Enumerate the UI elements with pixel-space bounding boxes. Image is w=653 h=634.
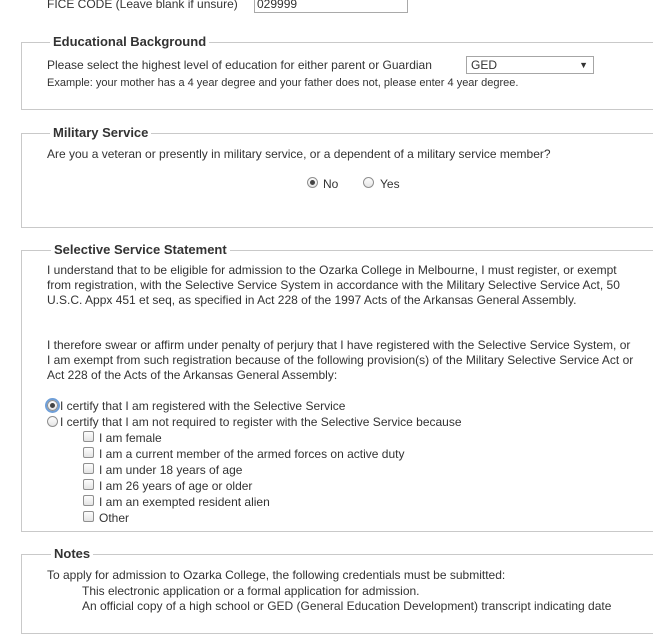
notes-intro: To apply for admission to Ozarka College, the following credentials must be submitted: (47, 568, 506, 582)
selective-service-paragraph-2: I therefore swear or affirm under penalty of perjury that I have registered with the Selective Service System, or I am exempt from such registration because of the following provision(s) of the Military Selective Service Act or Act 228 of the Acts of the Arkansas General Assembly: (47, 338, 634, 382)
military-yes-radio[interactable] (363, 177, 374, 188)
selective-service-paragraph-1: I understand that to be eligible for admission to the Ozarka College in Melbourne, I must register, or exempt from registration, with the Selective Service System in accordance with the Military Selective Service Act, 50 U.S.C. Appx 451 et seq, as specified in Act 228 of the 1997 Acts of the Arkansas General Assembly. (47, 263, 620, 307)
education-example: Example: your mother has a 4 year degree and your father does not, please enter 4 year degree. (47, 77, 519, 89)
exemption-other-label[interactable]: Other (99, 511, 130, 525)
exemption-armed-forces-checkbox[interactable] (83, 447, 94, 458)
exemption-other-checkbox[interactable] (83, 511, 94, 522)
exemption-female-checkbox[interactable] (83, 431, 94, 442)
education-level-value: GED (471, 58, 498, 72)
selective-service-legend: Selective Service Statement (51, 242, 230, 257)
military-service-legend: Military Service (50, 125, 151, 140)
military-no-label[interactable]: No (323, 177, 339, 191)
notes-item-2: An official copy of a high school or GED (General Education Development) transcript indicating date (82, 599, 612, 613)
exemption-under-18-checkbox[interactable] (83, 463, 94, 474)
exemption-female-label[interactable]: I am female (99, 431, 162, 445)
not-required-radio[interactable] (47, 416, 58, 427)
military-yes-label[interactable]: Yes (380, 177, 400, 191)
military-question: Are you a veteran or presently in military service, or a dependent of a military service member? (47, 147, 551, 161)
dropdown-arrow-icon: ▼ (579, 60, 588, 70)
exemption-resident-alien-label[interactable]: I am an exempted resident alien (99, 495, 270, 509)
fice-code-input[interactable]: 029999 (254, 0, 408, 13)
notes-legend: Notes (51, 546, 93, 561)
fice-label: FICE CODE (Leave blank if unsure) (47, 0, 238, 11)
exemption-26-or-older-checkbox[interactable] (83, 479, 94, 490)
education-prompt: Please select the highest level of education for either parent or Guardian (47, 58, 432, 72)
exemption-26-or-older-label[interactable]: I am 26 years of age or older (99, 479, 253, 493)
educational-background-legend: Educational Background (50, 34, 209, 49)
exemption-resident-alien-checkbox[interactable] (83, 495, 94, 506)
exemption-armed-forces-label[interactable]: I am a current member of the armed forces on active duty (99, 447, 405, 461)
exemption-under-18-label[interactable]: I am under 18 years of age (99, 463, 243, 477)
not-required-radio-label[interactable]: I certify that I am not required to register with the Selective Service because (60, 415, 462, 429)
military-no-radio[interactable] (307, 177, 318, 188)
education-level-select[interactable] (466, 56, 594, 74)
registered-radio[interactable] (47, 400, 58, 411)
notes-item-1: This electronic application or a formal application for admission. (82, 584, 420, 598)
registered-radio-label[interactable]: I certify that I am registered with the Selective Service (60, 399, 346, 413)
